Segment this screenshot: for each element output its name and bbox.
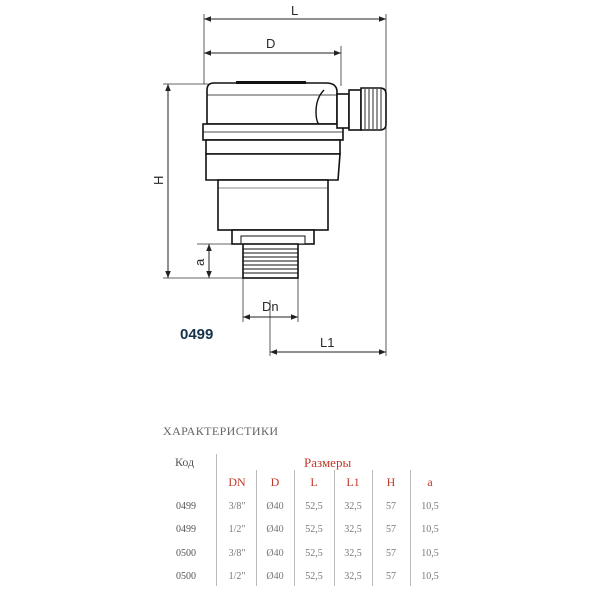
cell-a: 10,5	[421, 571, 439, 582]
cell-a: 10,5	[421, 524, 439, 535]
cell-l1: 32,5	[344, 571, 362, 582]
sizes-header: Размеры	[304, 455, 352, 470]
row-code: 0499	[176, 501, 196, 512]
code-header: Код	[175, 455, 195, 469]
cell-l: 52,5	[305, 524, 323, 535]
inlet-threads	[243, 249, 298, 273]
section-title: ХАРАКТЕРИСТИКИ	[163, 424, 279, 438]
column-divider	[294, 470, 295, 586]
column-header-dn: DN	[228, 475, 246, 489]
cell-l1: 32,5	[344, 501, 362, 512]
dim-label-H: H	[151, 175, 166, 185]
column-header-l1: L1	[346, 475, 360, 489]
cell-dn: 1/2"	[228, 571, 246, 582]
cell-d: Ø40	[266, 548, 284, 559]
column-divider	[256, 470, 257, 586]
cell-a: 10,5	[421, 501, 439, 512]
dim-label-L: L	[291, 3, 299, 18]
dim-label-D: D	[266, 36, 276, 51]
column-header-l: L	[310, 475, 318, 489]
column-header-d: D	[270, 475, 280, 489]
cell-d: Ø40	[266, 571, 284, 582]
cell-l: 52,5	[305, 548, 323, 559]
cell-h: 57	[386, 501, 396, 512]
model-number: 0499	[180, 326, 214, 343]
dim-label-a: a	[192, 258, 207, 266]
dim-label-Dn: Dn	[262, 299, 279, 314]
cell-a: 10,5	[421, 548, 439, 559]
column-divider	[334, 470, 335, 586]
cell-dn: 1/2"	[228, 524, 246, 535]
column-divider	[372, 470, 373, 586]
cell-dn: 3/8"	[228, 548, 246, 559]
column-header-h: H	[386, 475, 396, 489]
cell-l1: 32,5	[344, 548, 362, 559]
cell-h: 57	[386, 524, 396, 535]
cell-l: 52,5	[305, 571, 323, 582]
cell-h: 57	[386, 548, 396, 559]
cell-d: Ø40	[266, 501, 284, 512]
cell-dn: 3/8"	[228, 501, 246, 512]
column-header-a: a	[427, 475, 433, 489]
cell-l: 52,5	[305, 501, 323, 512]
cell-l1: 32,5	[344, 524, 362, 535]
vent-cap	[337, 88, 386, 130]
row-code: 0500	[176, 571, 196, 582]
row-code: 0500	[176, 548, 196, 559]
column-divider	[216, 454, 217, 586]
row-code: 0499	[176, 524, 196, 535]
column-divider	[410, 470, 411, 586]
cell-h: 57	[386, 571, 396, 582]
dim-label-L1: L1	[320, 335, 335, 350]
cell-d: Ø40	[266, 524, 284, 535]
valve-body	[203, 81, 343, 278]
